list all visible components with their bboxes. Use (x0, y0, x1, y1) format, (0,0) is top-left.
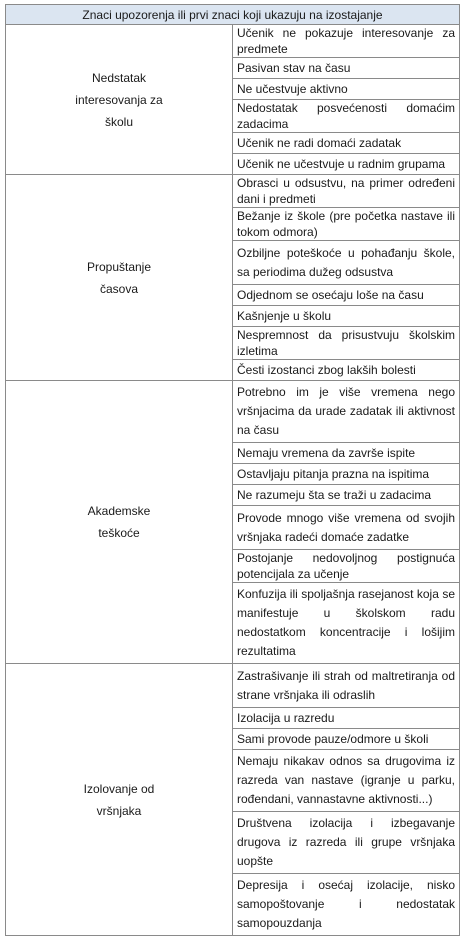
sign-cell: Učenik ne radi domaći zadatak (233, 133, 460, 154)
sign-cell: Ne razumeju šta se traži u zadacima (233, 485, 460, 506)
sign-cell: Zastrašivanje ili strah od maltretiranja od strane vršnjaka ili odraslih (233, 664, 460, 708)
sign-cell: Konfuzija ili spoljašnja rasejanost koja se manifestuje u školskom radu nedostatkom koncentracije i lošijim rezultatima (233, 583, 460, 664)
sign-cell: Obrasci u odsustvu, na primer određeni dani i predmeti (233, 175, 460, 208)
sign-cell: Kašnjenje u školu (233, 306, 460, 327)
sign-cell: Pasivan stav na času (233, 58, 460, 79)
table-title-row (6, 5, 460, 25)
category-label-line: Akademske (87, 504, 151, 518)
sign-cell: Potrebno im je više vremena nego vršnjacima da urade zadatak ili aktivnost na času (233, 381, 460, 443)
sign-cell: Bežanje iz škole (pre početka nastave ili tokom odmora) (233, 208, 460, 241)
category-label-line: interesovanja za (75, 92, 163, 107)
sign-cell: Depresija i osećaj izolacije, nisko samopoštovanje i nedostatak samopouzdanja (233, 874, 460, 936)
warning-signs-table (5, 4, 460, 936)
category-label-line: teškoće (98, 526, 140, 540)
category-label-line: Propuštanje (86, 259, 152, 274)
sign-cell: Nespremnost da prisustvuju školskim izletima (233, 327, 460, 360)
warning-signs-table-container (5, 4, 460, 936)
category-label-line: vršnjaka (96, 803, 142, 818)
sign-cell: Odjednom se osećaju loše na času (233, 285, 460, 306)
sign-cell: Učenik ne učestvuje u radnim grupama (233, 154, 460, 175)
table-row (6, 664, 460, 708)
sign-cell: Ostavljaju pitanja prazna na ispitima (233, 464, 460, 485)
table-row (6, 381, 460, 443)
sign-cell: Česti izostanci zbog lakših bolesti (233, 360, 460, 381)
category-label-line: časova (99, 281, 139, 296)
category-label-line: Nedstatak (91, 70, 147, 85)
table-title: Znaci upozorenja ili prvi znaci koji ukazuju na izostajanje (6, 5, 460, 25)
category-cell (6, 25, 233, 175)
category-cell (6, 381, 233, 664)
category-cell (6, 664, 233, 936)
sign-cell: Učenik ne pokazuje interesovanje za predmete (233, 25, 460, 58)
sign-cell: Ozbiljne poteškoće u pohađanju škole, sa periodima dužeg odsustva (233, 241, 460, 285)
sign-cell: Nedostatak posvećenosti domaćim zadacima (233, 100, 460, 133)
category-label-line: Izolovanje od (83, 781, 155, 796)
sign-cell: Postojanje nedovoljnog postignuća potencijala za učenje (233, 550, 460, 583)
category-label-line: školu (104, 114, 133, 129)
sign-cell: Sami provode pauze/odmore u školi (233, 729, 460, 750)
sign-cell: Provode mnogo više vremena od svojih vršnjaka radeći domaće zadatke (233, 506, 460, 550)
sign-cell: Ne učestvuje aktivno (233, 79, 460, 100)
sign-cell: Nemaju vremena da završe ispite (233, 443, 460, 464)
category-cell (6, 175, 233, 381)
sign-cell: Nemaju nikakav odnos sa drugovima iz razreda van nastave (igranje u parku, rođendani, vannastavne aktivnosti...) (233, 750, 460, 812)
sign-cell: Izolacija u razredu (233, 708, 460, 729)
table-row (6, 175, 460, 208)
sign-cell: Društvena izolacija i izbegavanje drugova iz razreda ili grupe vršnjaka uopšte (233, 812, 460, 874)
table-row (6, 25, 460, 58)
